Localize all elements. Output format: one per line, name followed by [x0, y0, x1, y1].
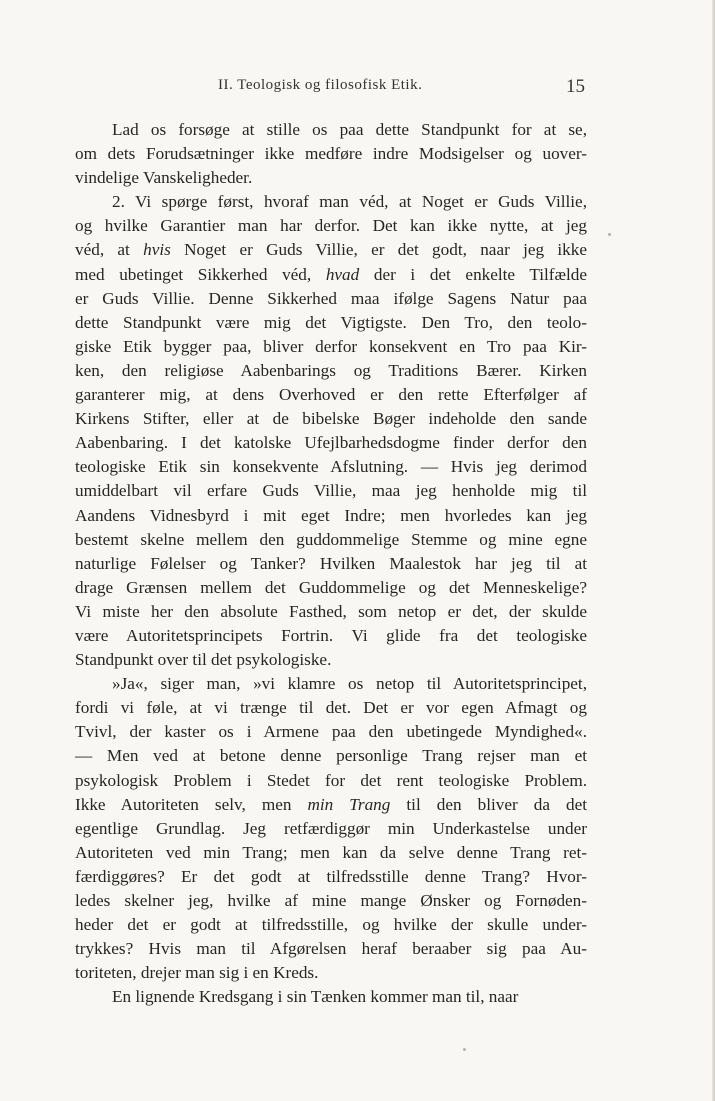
text-line: — Men ved at betone denne personlige Trang rejser man et: [75, 746, 587, 766]
text-line: med ubetinget Sikkerhed véd, hvad der i det enkelte Tilfælde: [75, 264, 587, 284]
body-text: [75, 118, 587, 1009]
text-line: naturlige Følelser og Tanker? Hvilken Maalestok har jeg til at: [75, 553, 587, 573]
text-line: giske Etik bygger paa, bliver derfor konsekvent en Tro paa Kir-: [75, 336, 587, 356]
paper-speck: [608, 233, 611, 236]
text-line: egentlige Grundlag. Jeg retfærdiggør min Underkastelse under: [75, 818, 587, 838]
text-line: Kirkens Stifter, eller at de bibelske Bøger indeholde den sande: [75, 409, 587, 429]
page-number: 15: [566, 76, 585, 97]
text-line: Autoriteten ved min Trang; men kan da selve denne Trang ret-: [75, 842, 587, 862]
text-line: om dets Forudsætninger ikke medføre indre Modsigelser og uover-: [75, 144, 587, 164]
text-line: teologiske Etik sin konsekvente Afslutning. — Hvis jeg derimod: [75, 457, 587, 477]
text-line: »Ja«, siger man, »vi klamre os netop til Autoritetsprincipet,: [112, 674, 587, 694]
text-line: dette Standpunkt være mig det Vigtigste. Den Tro, den teolo-: [75, 312, 587, 332]
text-line: fordi vi føle, at vi trænge til det. Det er vor egen Afmagt og: [75, 698, 587, 718]
text-line: Vi miste her den absolute Fasthed, som netop er det, der skulde: [75, 601, 587, 621]
text-line: er Guds Villie. Denne Sikkerhed maa ifølge Sagens Natur paa: [75, 288, 587, 308]
text-line: 2. Vi spørge først, hvoraf man véd, at Noget er Guds Villie,: [112, 192, 587, 212]
text-line: garanterer mig, at dens Overhoved er den rette Efterfølger af: [75, 385, 587, 405]
text-line: Aabenbaring. I det katolske Ufejlbarhedsdogme finder derfor den: [75, 433, 587, 453]
text-line: færdiggøres? Er det godt at tilfredsstille denne Trang? Hvor-: [75, 866, 587, 886]
text-line: bestemt skelne mellem den guddommelige Stemme og mine egne: [75, 529, 587, 549]
text-line: ledes skelner jeg, hvilke af mine mange Ønsker og Fornøden-: [75, 891, 587, 910]
text-line: psykologisk Problem i Stedet for det rent teologiske Problem.: [75, 770, 587, 790]
text-line: vindelige Vanskeligheder.: [75, 168, 253, 188]
text-line: Lad os forsøge at stille os paa dette Standpunkt for at se,: [112, 120, 587, 139]
text-line: Tvivl, der kaster os i Armene paa den ubetingede Myndighed«.: [75, 722, 587, 742]
text-line: være Autoritetsprincipets Fortrin. Vi glide fra det teologiske: [75, 625, 587, 645]
text-line: toriteten, drejer man sig i en Kreds.: [75, 963, 319, 983]
text-line: og hvilke Garantier man har derfor. Det kan ikke nytte, at jeg: [75, 216, 587, 236]
text-line: Aandens Vidnesbyrd i mit eget Indre; men hvorledes kan jeg: [75, 505, 587, 525]
text-line: ken, den religiøse Aabenbarings og Traditions Bærer. Kirken: [75, 360, 587, 380]
text-line: trykkes? Hvis man til Afgørelsen heraf beraaber sig paa Au-: [75, 939, 587, 959]
running-head: [0, 77, 715, 101]
text-line: umiddelbart vil erfare Guds Villie, maa jeg henholde mig til: [75, 481, 587, 501]
text-line: Standpunkt over til det psykologiske.: [75, 650, 332, 670]
text-line: véd, at hvis Noget er Guds Villie, er det godt, naar jeg ikke: [75, 240, 587, 260]
text-line: En lignende Kredsgang i sin Tænken kommer man til, naar: [112, 987, 519, 1007]
text-line: Ikke Autoriteten selv, men min Trang til den bliver da det: [75, 794, 587, 814]
running-head-title: II. Teologisk og filosofisk Etik.: [218, 77, 423, 93]
text-line: heder det er godt at tilfredsstille, og hvilke der skulle under-: [75, 915, 587, 935]
text-line: drage Grænsen mellem det Guddommelige og det Menneskelige?: [75, 577, 587, 597]
paper-speck: [463, 1048, 466, 1051]
